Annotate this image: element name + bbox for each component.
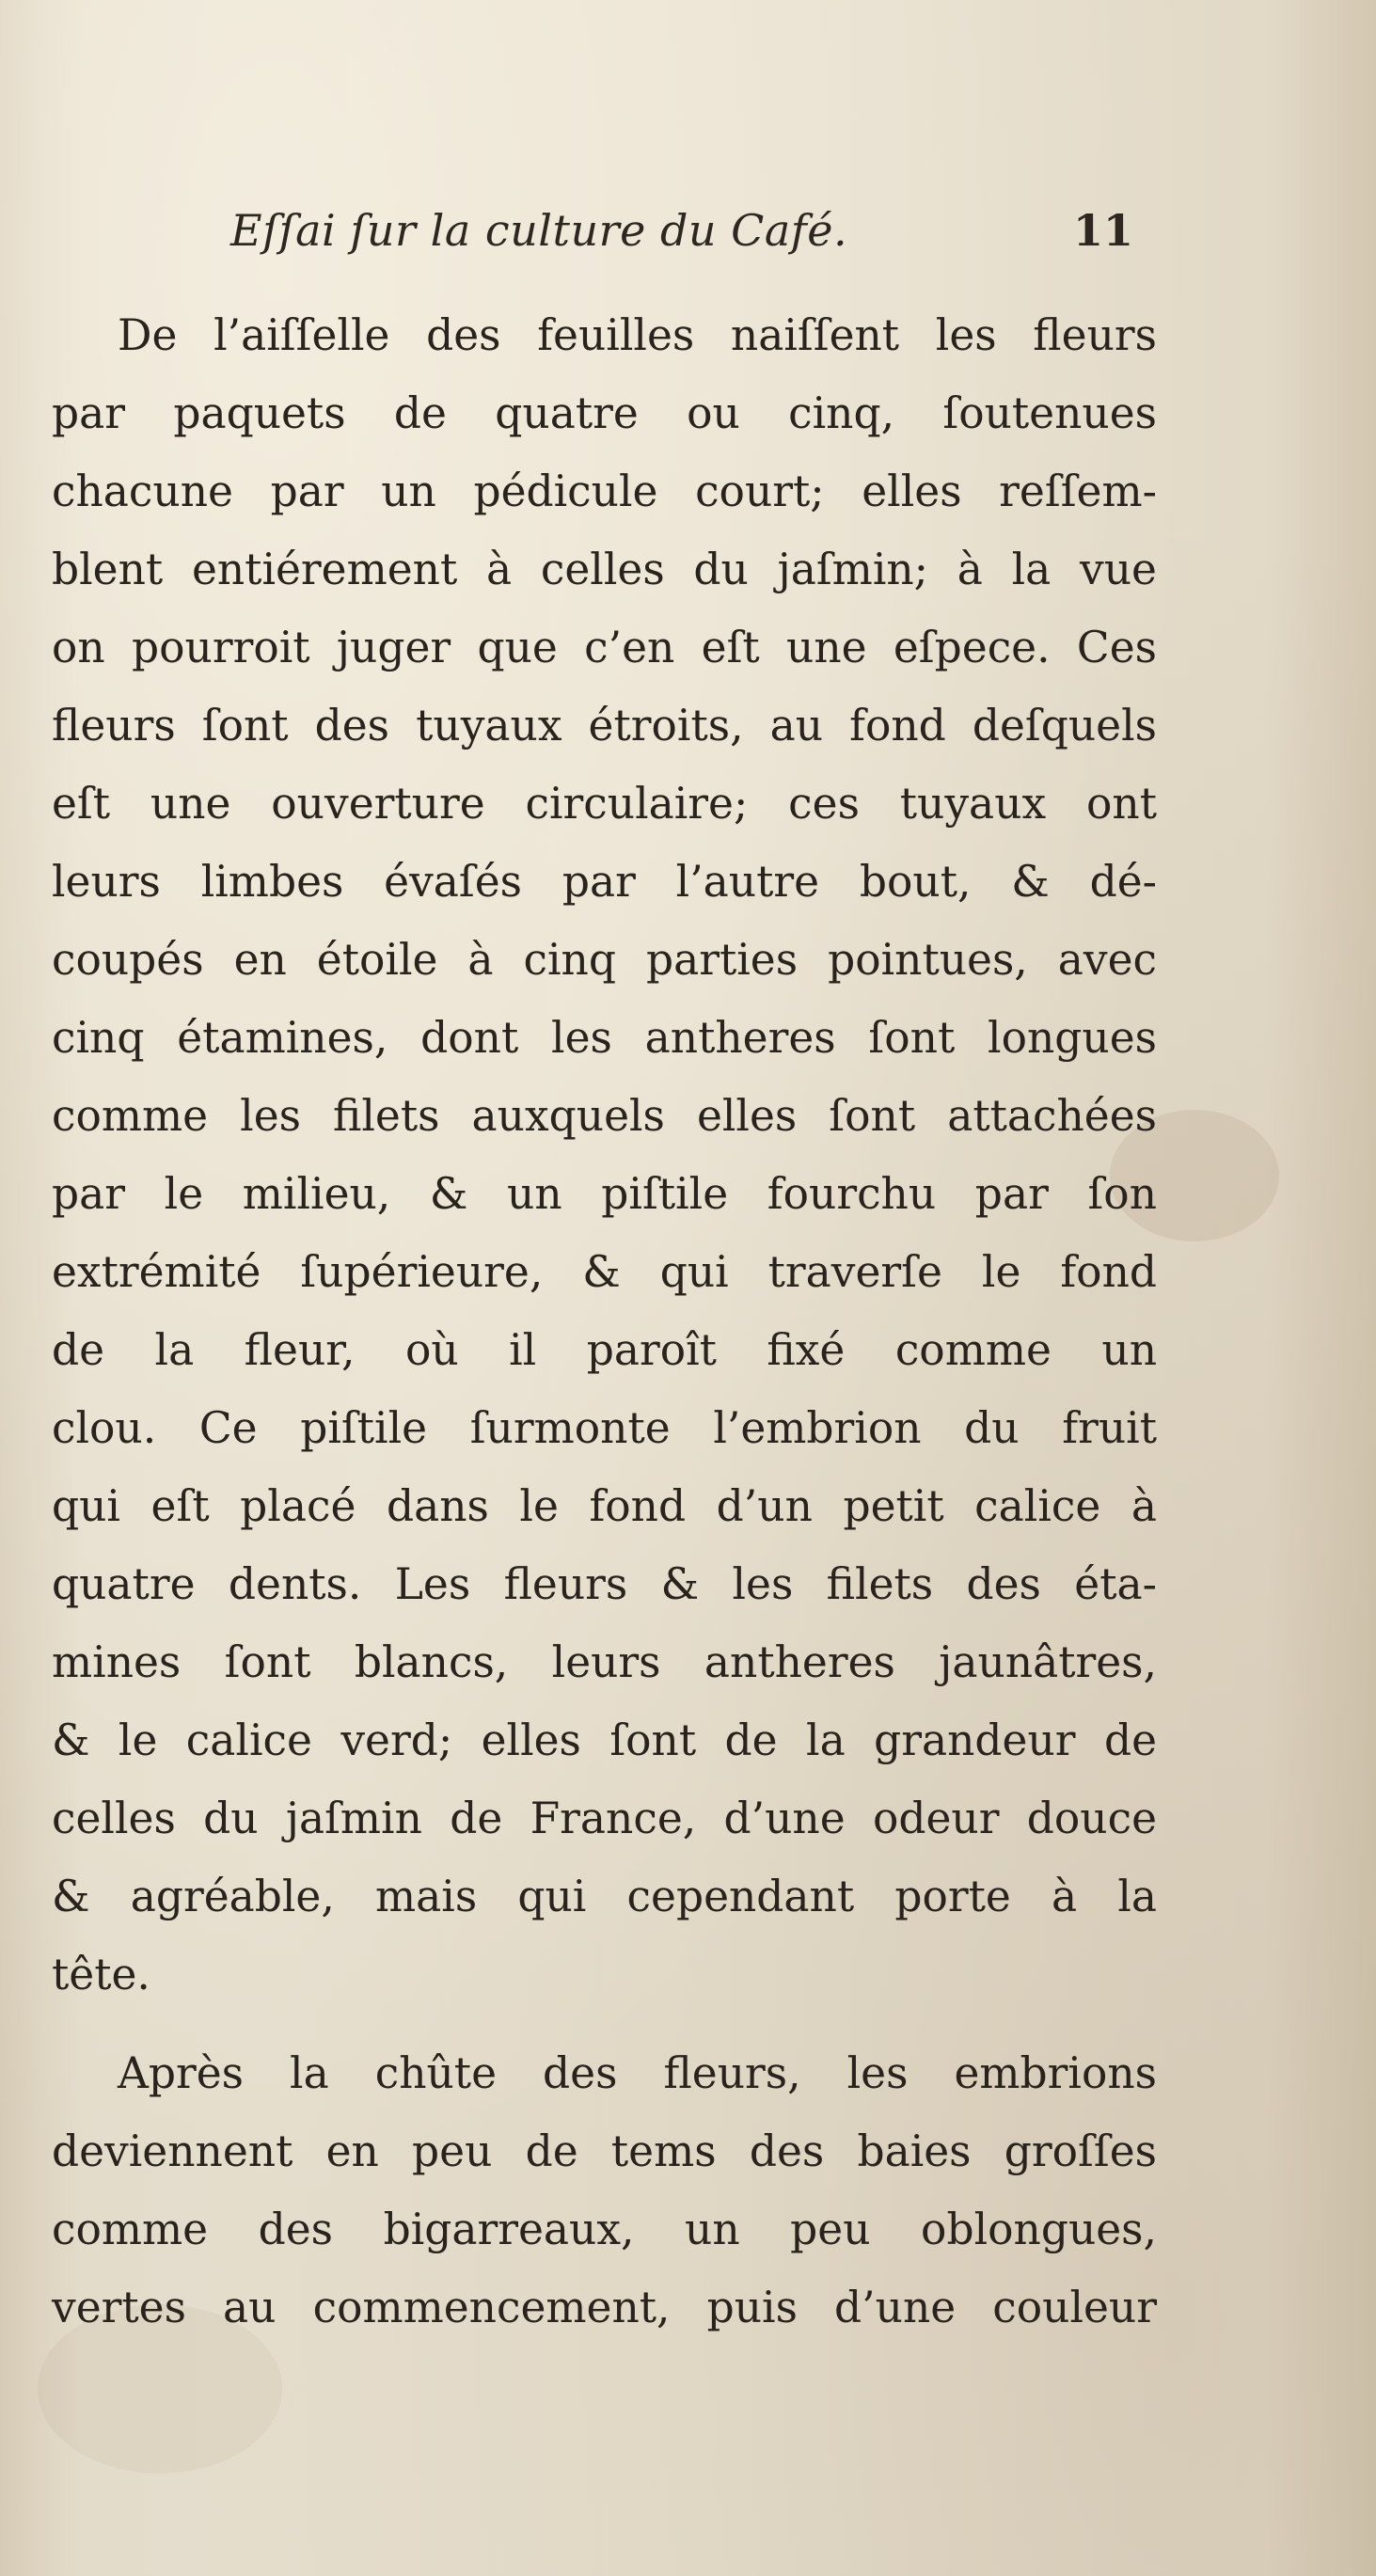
text-line: on pourroit juger que c’en eſt une eſpece. Ces	[52, 623, 1157, 672]
text-line: eſt une ouverture circulaire; ces tuyaux ont	[52, 779, 1157, 829]
text-line: par le milieu, & un piſtile fourchu par ſon	[52, 1169, 1157, 1219]
text-line: de la fleur, où il paroît fixé comme un	[52, 1325, 1157, 1375]
text-line: qui eſt placé dans le fond d’un petit calice à	[52, 1481, 1157, 1531]
text-line: par paquets de quatre ou cinq, ſoutenues	[52, 388, 1157, 438]
paragraph-gap	[52, 2014, 1157, 2034]
page-header	[230, 205, 1133, 271]
text-line: comme les filets auxquels elles ſont attachées	[52, 1091, 1157, 1141]
text-line: clou. Ce piſtile ſurmonte l’embrion du fruit	[52, 1403, 1157, 1453]
text-line: Après la chûte des fleurs, les embrions	[118, 2048, 1157, 2098]
text-line: chacune par un pédicule court; elles reſſem-	[52, 466, 1157, 516]
text-line: coupés en étoile à cinq parties pointues, avec	[52, 935, 1157, 985]
text-line: vertes au commencement, puis d’une couleur	[52, 2283, 1157, 2332]
text-line: tête.	[52, 1950, 150, 1999]
text-line: & agréable, mais qui cependant porte à la	[52, 1872, 1157, 1921]
running-title: Eſſai ſur la culture du Café.	[230, 205, 848, 256]
body-text	[52, 296, 1157, 2347]
text-line: leurs limbes évaſés par l’autre bout, & dé-	[52, 857, 1157, 907]
text-line: De l’aiſſelle des feuilles naiſſent les fleurs	[118, 310, 1157, 360]
text-line: extrémité ſupérieure, & qui traverſe le fond	[52, 1247, 1157, 1297]
page-number: 11	[1072, 205, 1133, 256]
text-line: quatre dents. Les fleurs & les filets des éta-	[52, 1559, 1157, 1609]
text-line: fleurs ſont des tuyaux étroits, au fond deſquels	[52, 701, 1157, 751]
text-line: comme des bigarreaux, un peu oblongues,	[52, 2205, 1157, 2254]
text-line: deviennent en peu de tems des baies groſſes	[52, 2126, 1157, 2176]
text-line: & le calice verd; elles ſont de la grandeur de	[52, 1715, 1157, 1765]
text-line: blent entiérement à celles du jaſmin; à la vue	[52, 545, 1157, 594]
text-line: cinq étamines, dont les antheres ſont longues	[52, 1013, 1157, 1063]
text-line: celles du jaſmin de France, d’une odeur douce	[52, 1794, 1157, 1843]
text-line: mines ſont blancs, leurs antheres jaunâtres,	[52, 1637, 1157, 1687]
